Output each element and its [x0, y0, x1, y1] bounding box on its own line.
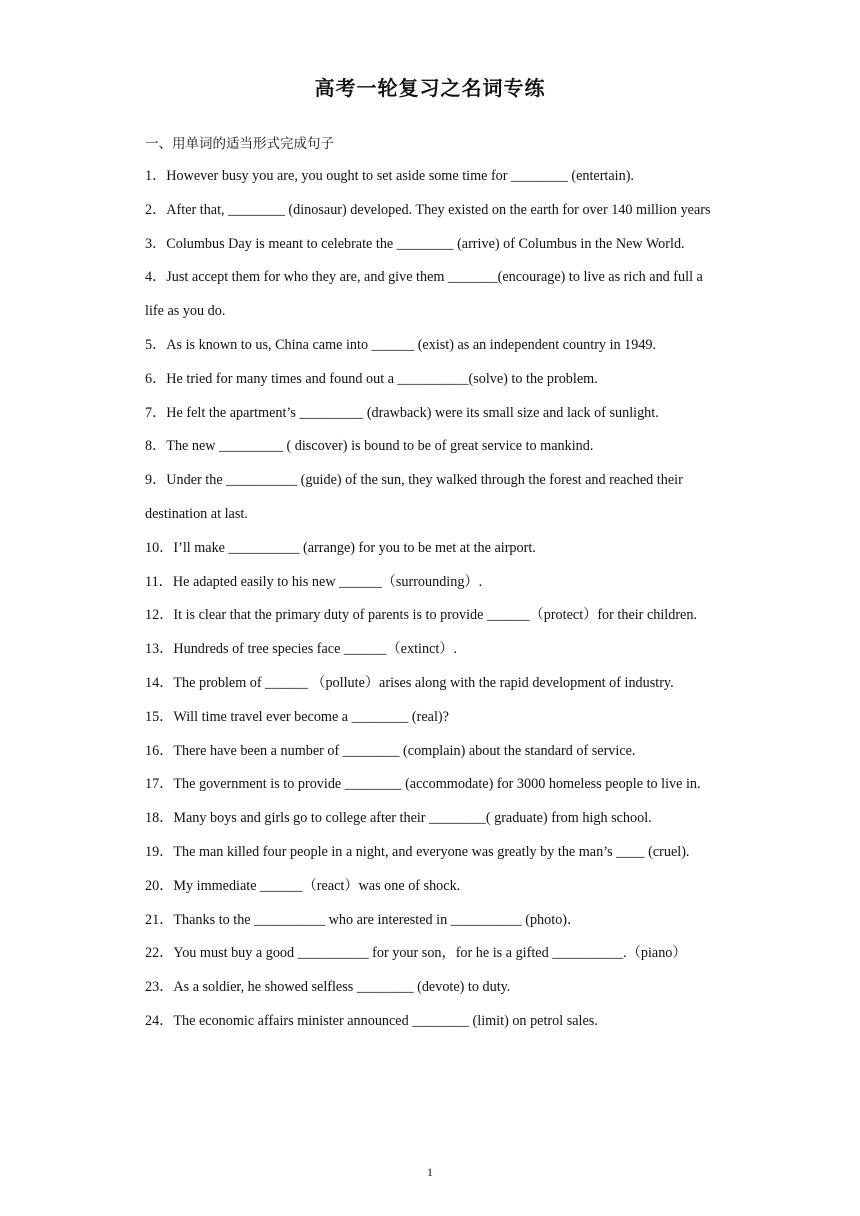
question-item: 21．Thanks to the __________ who are interested in __________ (photo)．	[145, 911, 582, 928]
question-item: 9．Under the __________ (guide) of the sun, they walked through the forest and reached their destination at last.	[145, 472, 683, 522]
question-item: 17．The government is to provide ________ (accommodate) for 3000 homeless people to live in.	[145, 776, 701, 793]
question-item: 18．Many boys and girls go to college after their ________( graduate) from high school.	[145, 810, 652, 827]
question-item: 12．It is clear that the primary duty of parents is to provide ______（protect）for their children.	[145, 607, 697, 624]
question-item: 5．As is known to us, China came into ______ (exist) as an independent country in 1949.	[145, 336, 657, 353]
question-item: 7．He felt the apartment’s _________ (drawback) were its small size and lack of sunlight.	[145, 404, 659, 421]
page-number: 1	[427, 1165, 433, 1179]
question-item: 8．The new _________ ( discover) is bound to be of great service to mankind.	[145, 438, 594, 455]
question-item: 16．There have been a number of ________ (complain) about the standard of service.	[145, 742, 636, 759]
page-title: 高考一轮复习之名词专练	[314, 76, 546, 100]
question-item: 3．Columbus Day is meant to celebrate the ________ (arrive) of Columbus in the New World.	[145, 235, 685, 252]
question-item: 22．You must buy a good __________ for your son，for he is a gifted __________.（piano）	[145, 945, 687, 962]
question-item: 19．The man killed four people in a night, and everyone was greatly by the man’s ____ (cruel).	[145, 843, 690, 860]
question-item: 6．He tried for many times and found out a __________(solve) to the problem.	[145, 370, 598, 387]
question-item: 20．My immediate ______（react）was one of shock.	[145, 877, 461, 894]
section-heading: 一、用单词的适当形式完成句子	[145, 136, 334, 152]
question-item: 14．The problem of ______ （pollute）arises along with the rapid development of industry.	[145, 674, 674, 691]
question-list	[145, 160, 725, 1039]
question-item: 4．Just accept them for who they are, and give them _______(encourage) to live as rich and full a life as you do.	[145, 269, 703, 320]
question-item: 11．He adapted easily to his new ______（surrounding）.	[145, 573, 483, 590]
question-item: 2．After that, ________ (dinosaur) developed. They existed on the earth for over 140 million years	[145, 201, 711, 218]
question-item: 10．I’ll make __________ (arrange) for you to be met at the airport.	[145, 539, 536, 556]
question-item: 24．The economic affairs minister announced ________ (limit) on petrol sales.	[145, 1012, 598, 1029]
question-item: 1．However busy you are, you ought to set aside some time for ________ (entertain).	[145, 168, 634, 184]
question-item: 15．Will time travel ever become a ________ (real)?	[145, 708, 449, 725]
question-item: 23．As a soldier, he showed selfless ________ (devote) to duty.	[145, 979, 511, 996]
question-item: 13．Hundreds of tree species face ______（extinct）.	[145, 641, 458, 658]
